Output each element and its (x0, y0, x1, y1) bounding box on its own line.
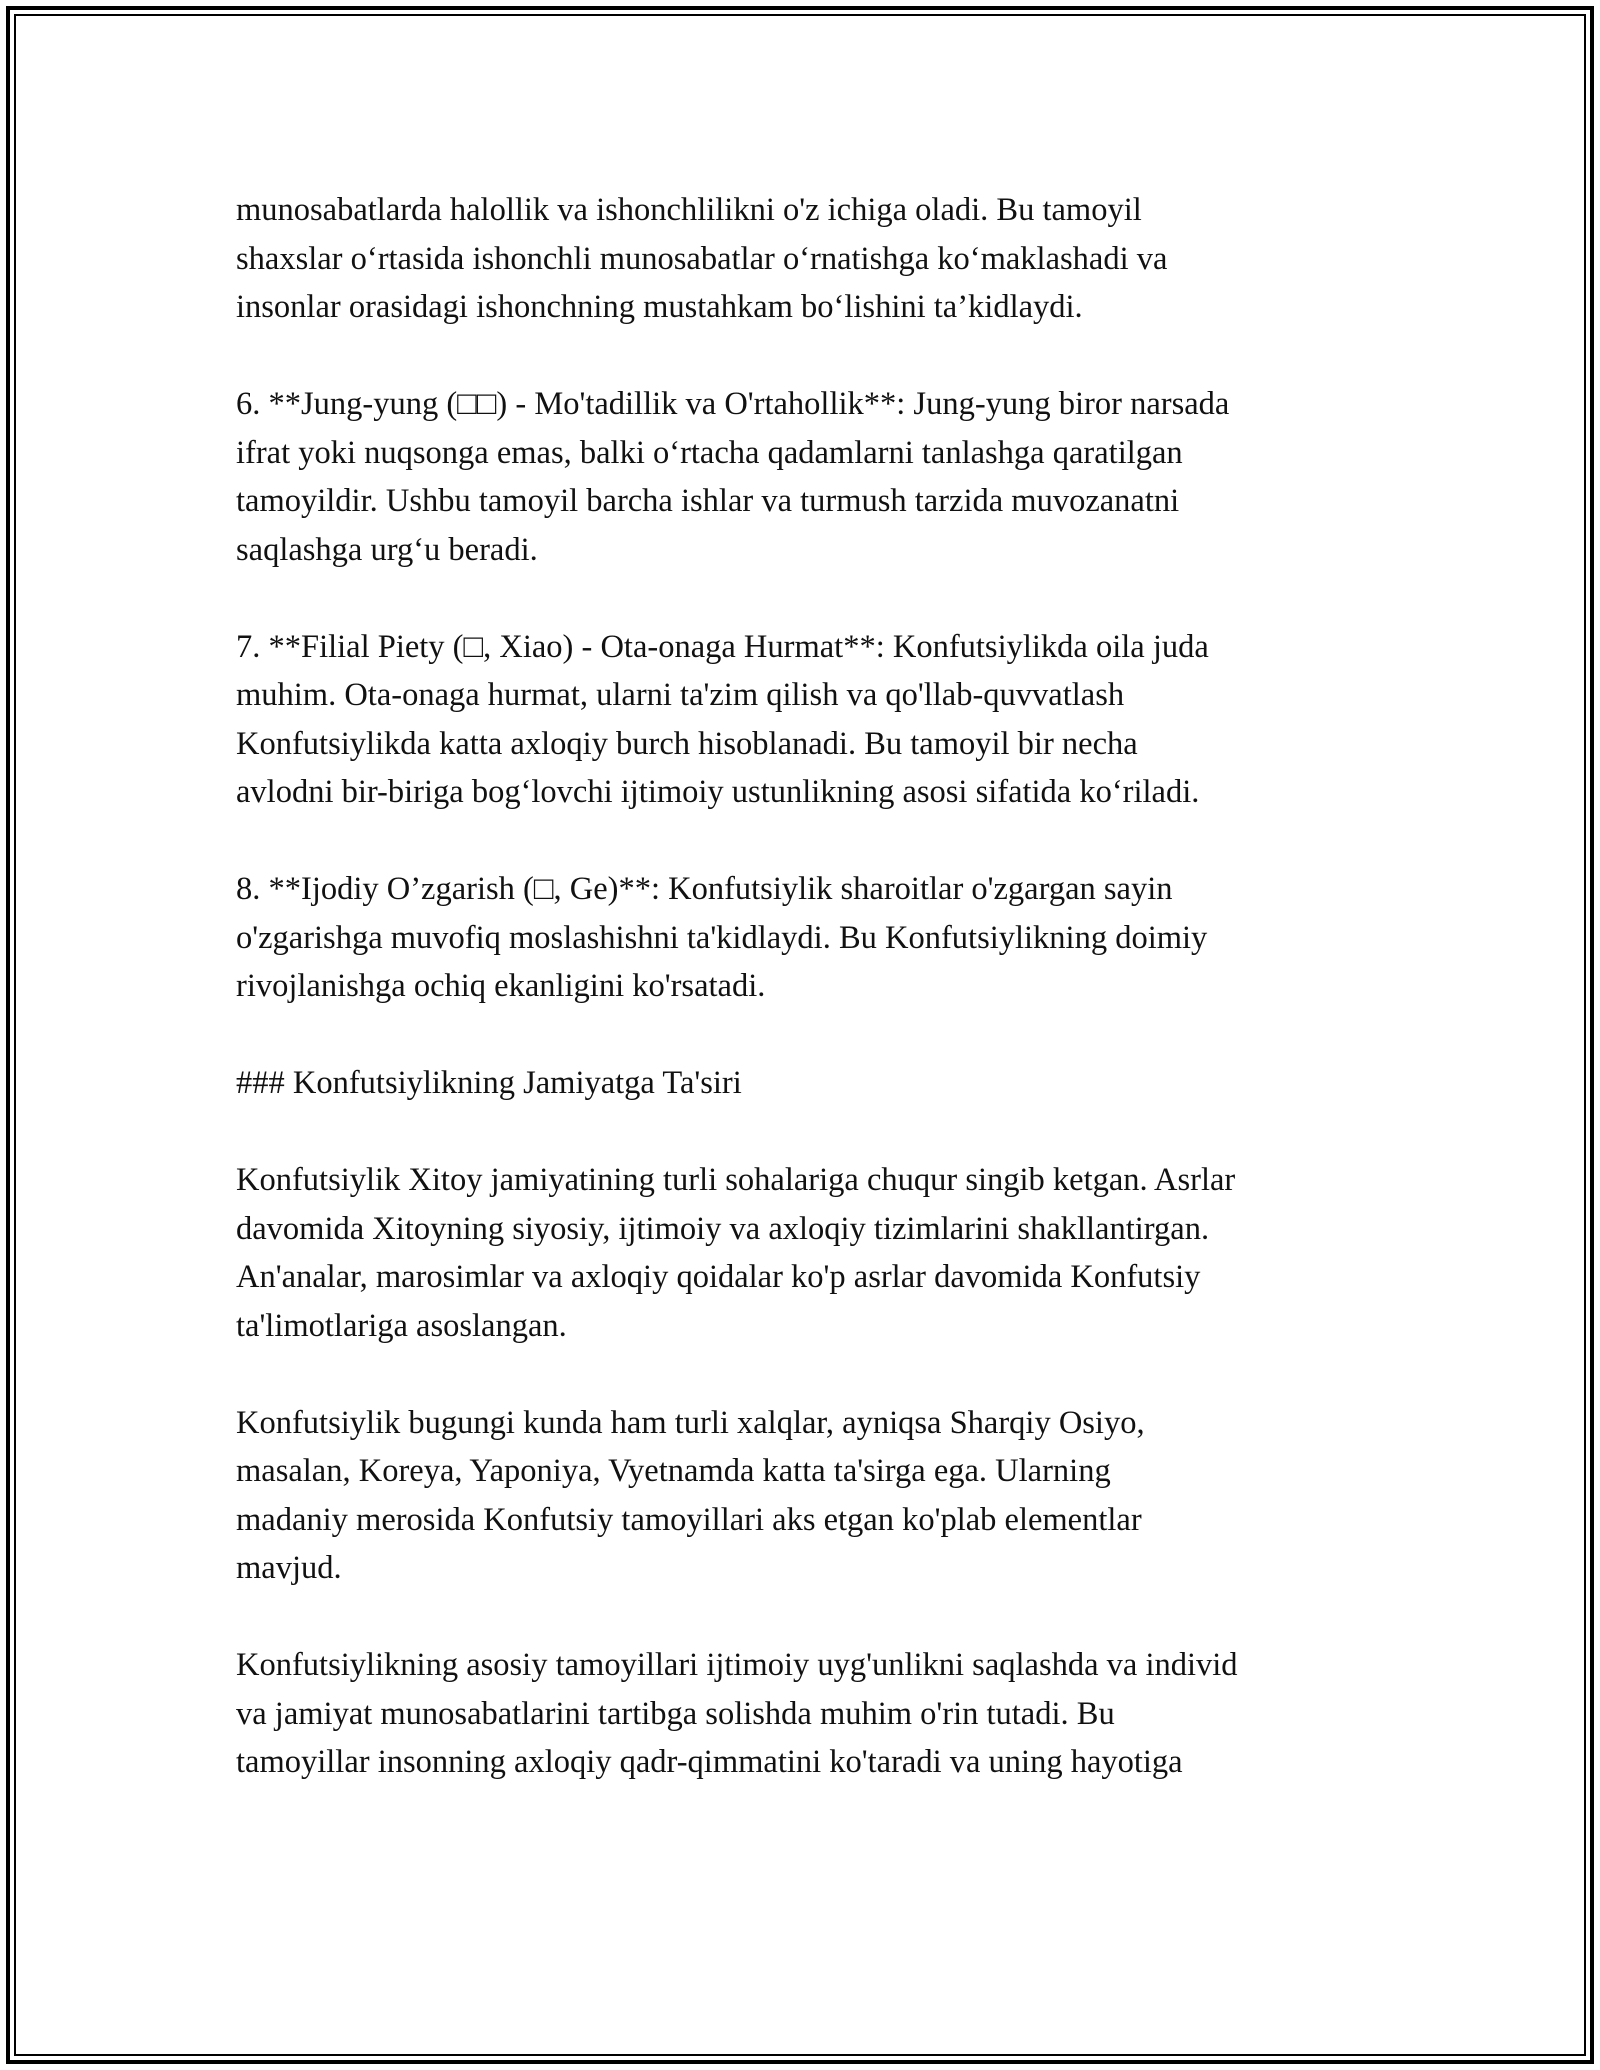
paragraph-core-principles: Konfutsiylikning asosiy tamoyillari ijtimoiy uyg'unlikni saqlashda va individ va jamiyat munosabatlarini tartibga solishda muhim o'rin tutadi. Bu tamoyillar insonning axloqiy qadr-qimmatini ko'taradi va uning hayotiga (236, 1647, 1238, 1780)
paragraph-creative-change: 8. **Ijodiy O’zgarish (□, Ge)**: Konfutsiylik sharoitlar o'zgargan sayin o'zgarishga muvofiq moslashishni ta'kidlaydi. Bu Konfutsiylikning doimiy rivojlanishga ochiq ekanligini ko'rsatadi. (236, 871, 1208, 1004)
paragraph-east-asia: Konfutsiylik bugungi kunda ham turli xalqlar, ayniqsa Sharqiy Osiyo, masalan, Koreya, Yaponiya, Vyetnamda katta ta'sirga ega. Ularning madaniy merosida Konfutsiy tamoyillari aks etgan ko'plab elementlar mavjud. (236, 1404, 1145, 1586)
section-heading: ### Konfutsiylikning Jamiyatga Ta'siri (236, 1065, 742, 1101)
paragraph-filial-piety: 7. **Filial Piety (□, Xiao) - Ota-onaga Hurmat**: Konfutsiylikda oila juda muhim. Ota-onaga hurmat, ularni ta'zim qilish va qo'llab-quvvatlash Konfutsiylikda katta axloqiy burch hisoblanadi. Bu tamoyil bir necha avlodni bir-biriga bog‘lovchi ijtimoiy ustunlikning asosi sifatida ko‘riladi. (236, 628, 1209, 810)
document-body (236, 186, 1396, 1787)
paragraph-society-influence: Konfutsiylik Xitoy jamiyatining turli sohalariga chuqur singib ketgan. Asrlar davomida Xitoyning siyosiy, ijtimoiy va axloqiy tizimlarini shakllantirgan. An'analar, marosimlar va axloqiy qoidalar ko'p asrlar davomida Konfutsiy ta'limotlariga asoslangan. (236, 1162, 1236, 1344)
paragraph-jung-yung: 6. **Jung-yung (□□) - Mo'tadillik va O'rtahollik**: Jung-yung biror narsada ifrat yoki nuqsonga emas, balki o‘rtacha qadamlarni tanlashga qaratilgan tamoyildir. Ushbu tamoyil barcha ishlar va turmush tarzida muvozanatni saqlashga urg‘u beradi. (236, 386, 1230, 568)
paragraph-honesty-continuation: munosabatlarda halollik va ishonchlilikni o'z ichiga oladi. Bu tamoyil shaxslar o‘rtasida ishonchli munosabatlar o‘rnatishga ko‘maklashadi va insonlar orasidagi ishonchning mustahkam bo‘lishini ta’kidlaydi. (236, 192, 1168, 325)
